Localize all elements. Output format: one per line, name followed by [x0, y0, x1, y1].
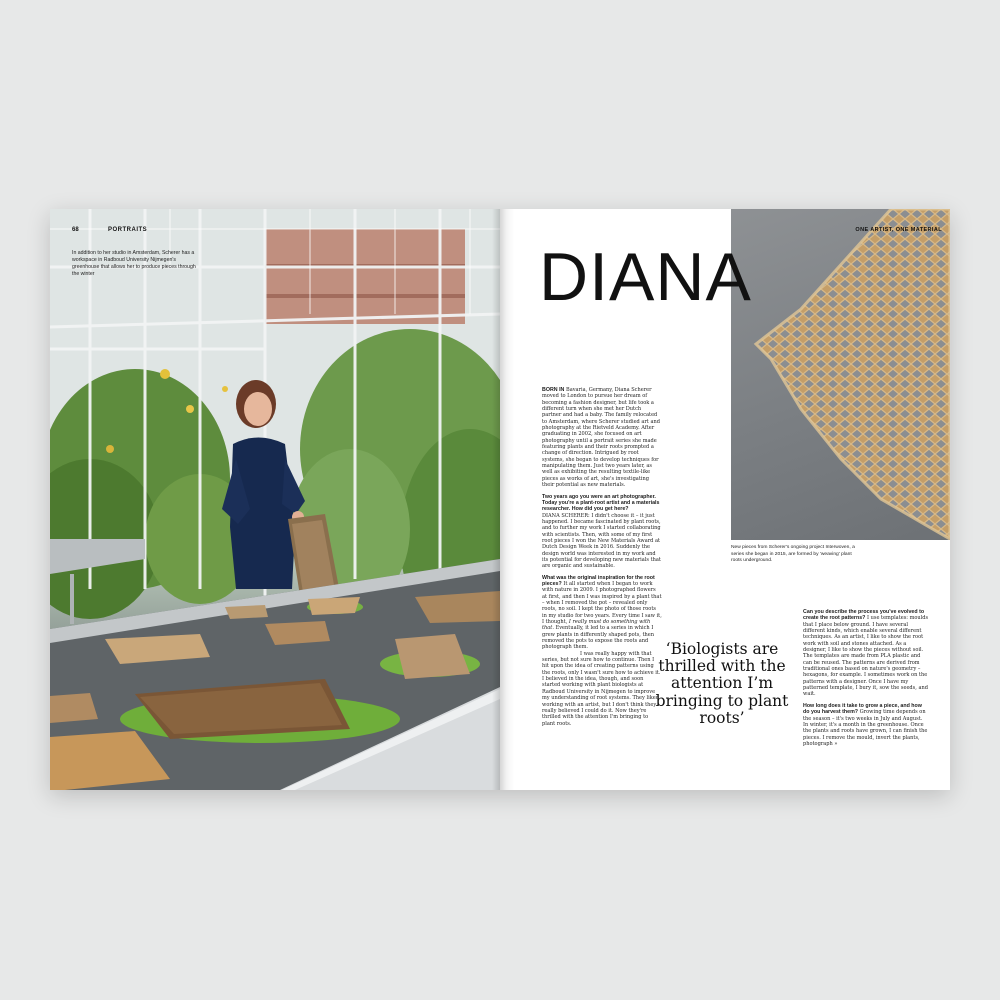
question-4: How long does it take to grow a piece, and how do you harvest them? Growing time depends on the season – it's two weeks in July and August. In winter, it's a month in the greenhouse. Once the plants and roots have grown, I can finish the pieces. I remove the mould, invert the plants, photograph » [803, 702, 928, 747]
section-title: PORTRAITS [108, 227, 148, 233]
greenhouse-photo [50, 209, 500, 790]
root-textile-photo [731, 209, 950, 540]
photo-caption: In addition to her studio in Amsterdam, Scherer has a workspace in Radboud University Nijmegen's greenhouse that allows her to produce pieces through the winter [72, 250, 196, 277]
magazine-spread [50, 209, 950, 790]
right-page [500, 209, 950, 790]
answer-2-continued: I was really happy with that series, but not sure how to continue. Then I hit upon the idea of creating patterns using the roots, only I wasn't sure how to achieve it. I believed in the idea, though, and soon started working with plant biologists at Radboud University in Nijmegen to improve my understanding of root systems. They liked working with an artist, but I don't think they really believed I could do it. Now they're thrilled with the attention I'm bringing to plant roots. [542, 650, 661, 727]
question-1: Two years ago you were an art photographer. Today you're a plant-root artist and a materials researcher. How did you get here? [542, 493, 660, 513]
headline: DIANA [539, 239, 752, 315]
photo-caption-right: New pieces from Scherer's ongoing project Interwoven, a series she began in 2015, are formed by 'weaving' plant roots underground. [731, 545, 855, 564]
left-page [50, 209, 500, 790]
question-2: What was the original inspiration for the root pieces? It all started when I began to work with nature in 2009. I photographed flowers at first, and then I was inspired by a plant that – when I removed the pot – revealed only roots, no soil. I kept the photo of those roots in my studio for two years. Every time I saw it, I thought, I really must do something with that. Eventually, it led to a series in which I grew plants in differently shaped pots, then removed the pots to expose the roots and photograph them. [542, 574, 662, 651]
article-column-3 [803, 609, 929, 747]
root-lattice-image [731, 209, 950, 540]
intro-lead: BORN IN [542, 387, 565, 393]
article-column-1 [542, 387, 662, 727]
answer-1: DIANA SCHERER: I didn't choose it – it just happened. I became fascinated by plant roots, and to further my work I started collaborating with scientists. Then, with some of my first root pieces I won the New Materials Award at Dutch Design Week in 2016. Suddenly the design world was interested in my work and its potential for developing new materials that are organic and sustainable. [542, 512, 661, 570]
question-3: Can you describe the process you've evolved to create the root patterns? I use templates: moulds that I place below ground. I have several different kinds, which enable several different techniques. As an artist, I like to show the root work with soil and stones attached. As a designer, I like to show the pieces without soil. The templates are made from PLA plastic and can be reused. The patterns are derived from traditional ones based on nature's geometry – hexagons, for example. I sometimes work on the patterns with a designer. Once I have my patterned template, I bury it, sow the seeds, and wait. [803, 609, 929, 698]
intro-paragraph [542, 387, 662, 489]
pull-quote: ‘Biologists are thrilled with the attention I’m bringing to plant roots’ [655, 640, 789, 727]
intro-text: Bavaria, Germany, Diana Scherer moved to London to pursue her dream of becoming a fashion designer, but life took a different turn when she met her Dutch partner and had a baby. The family relocated to Amsterdam, where Scherer studied art and photography at the Rietveld Academy. After graduating in 2002, she focused on art photography until a portrait series she made featuring plants and their roots prompted a change of direction. Intrigued by root systems, she began to develop techniques for manipulating them. Just two years later, as well as exhibiting the resulting textile-like pieces as works of art, she's investigating their potential as new materials. [542, 387, 660, 489]
page-number: 68 [72, 227, 79, 233]
section-title-right: ONE ARTIST, ONE MATERIAL [855, 227, 942, 233]
